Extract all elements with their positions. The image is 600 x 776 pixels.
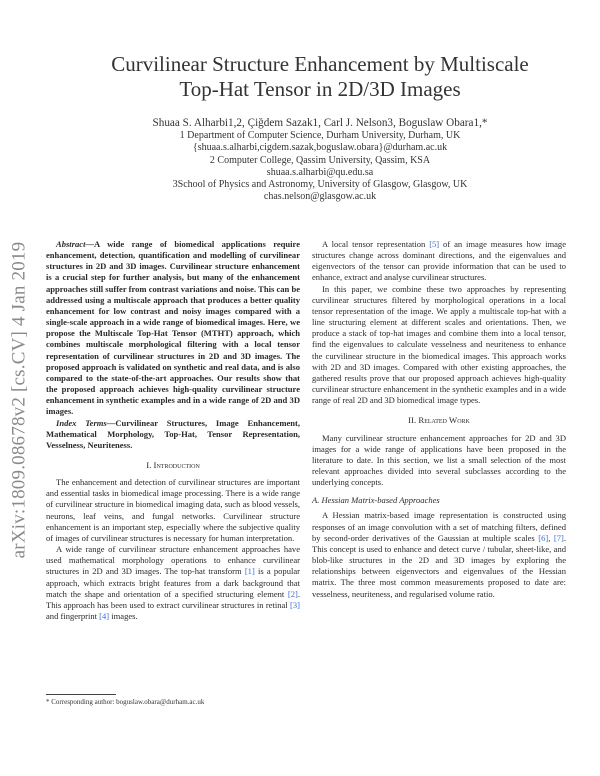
- title-line-2: Top-Hat Tensor in 2D/3D Images: [179, 77, 461, 101]
- hessian-paragraph: [312, 510, 566, 599]
- citation-link-3[interactable]: [3]: [290, 599, 300, 610]
- paper-title: [40, 52, 600, 102]
- footnote-text: * Corresponding author: boguslaw.obara@durham.ac.uk: [46, 698, 205, 706]
- affiliation-1: 1 Department of Computer Science, Durham University, Durham, UK: [179, 130, 461, 142]
- title-line-1: Curvilinear Structure Enhancement by Multiscale: [111, 52, 529, 76]
- tensor-paragraph: [312, 239, 566, 284]
- intro-text-d: and fingerprint: [46, 611, 100, 621]
- intro-text-c: . This approach has been used to extract curvilinear structures in retinal: [46, 588, 300, 610]
- abstract-label: Abstract: [56, 239, 86, 249]
- intro-paragraph-1: The enhancement and detection of curvilinear structures are important and essential tasks in biomedical image processing. There is a wide range of curvilinear structure in biomedical imaging data, such as blood vessels, neurons, leaf veins, and fungal networks. Curvilinear structure enhancement is an important step, especially where the subjective quality of images of curvilinear structures is necessary for human interpretation.: [46, 477, 300, 543]
- email-1: {shuaa.s.alharbi,cigdem.sazak,boguslaw.obara}@durham.ac.uk: [192, 142, 448, 154]
- left-column: [46, 239, 300, 622]
- intro-text-a: A wide range of curvilinear structure enhancement approaches have used mathematical morphology operations to enhance curvilinear structures in 2D and 3D images. The top-hat transform: [46, 544, 300, 577]
- author-names: Shuaa S. Alharbi1,2, Çiğdem Sazak1, Carl J. Nelson3, Boguslaw Obara1,*: [152, 117, 488, 129]
- hessian-text-c: . This concept is used to enhance and detect curve / tubular, sheet-like, and blob-like structures in the 2D and 3D images by exploring the relationships between eigenvectors and eigenvalues of the Hessian matrix. The three most common measurements proposed to date are: vesselness, neuriteness, and regularised volume ratio.: [312, 532, 566, 599]
- footnote: [46, 694, 300, 707]
- citation-link-5[interactable]: [5]: [429, 239, 440, 249]
- affiliation-3: 3School of Physics and Astronomy, University of Glasgow, Glasgow, UK: [172, 179, 468, 191]
- citation-link-1[interactable]: [1]: [244, 566, 255, 577]
- hessian-text-a: A Hessian matrix-based image representation is constructed using responses of an image convolution with a set of matching filters, defined by second-order derivatives of the Gaussian at multiple scales: [312, 510, 566, 543]
- intro-text-e: images.: [109, 611, 138, 621]
- citation-link-2[interactable]: [2]: [287, 588, 298, 599]
- contribution-paragraph: In this paper, we combine these two approaches by representing curvilinear structures filtered by morphological operations in a local tensor representation of the image. We apply a multiscale top-hat with a line structuring element at different scales and orientations. Then, we produce a stack of top-hat images and combine them into a local tensor, find the eigenvalues to calculate vesselness and neuriteness to enhance the curvilinear structure in the biomedical images. This approach works with 2D and 3D images. Compared with other existing approaches, the gathered results prove that our proposed approach achieves high-quality curvilinear structure enhancement in the synthetic examples and in a wide range of real 2D and 3D biomedical image types.: [312, 283, 566, 406]
- citation-link-6[interactable]: [6]: [538, 532, 549, 543]
- hessian-text-b: ,: [548, 532, 554, 543]
- index-terms-text: —Curvilinear Structures, Image Enhancement, Mathematical Morphology, Top-Hat, Tensor Representation, Vesselness, Neuriteness.: [46, 417, 300, 450]
- citation-link-4[interactable]: [4]: [99, 611, 110, 621]
- section-heading-introduction: I. Introduction: [146, 459, 200, 470]
- index-terms-label: Index Terms: [56, 417, 107, 428]
- subsection-heading-hessian: A. Hessian Matrix-based Approaches: [312, 495, 440, 506]
- footnote-rule: [46, 694, 116, 695]
- tensor-text-b: of an image measures how image structures change across dominant directions, and the eigenvalues and eigenvectors of the tensor can provide information that can be used to enhance, extract and analyse curvilinear structures.: [312, 239, 566, 283]
- intro-text-b: is a popular approach, which extracts bright features from a dark background that match the shape and orientation of a specified structuring element: [46, 566, 300, 599]
- related-work-paragraph: Many curvilinear structure enhancement approaches for 2D and 3D images for a wide range of applications have been proposed in the literature to date. In this section, we list a small selection of the most relevant approaches divided into several subclasses according to the underlying concepts.: [312, 432, 566, 488]
- abstract-text: —A wide range of biomedical applications require enhancement, detection, quantification and modelling of curvilinear structures in 2D and 3D images. Curvilinear structure enhancement is a crucial step for further analysis, but many of the enhancement approaches still suffer from contrast variations and noise. This can be addressed using a multiscale approach that produces a better quality enhancement for low contrast and noisy images compared with a single-scale approach in a wide range of biomedical images. Here, we propose the Multiscale Top-Hat Tensor (MTHT) approach, which combines multiscale morphological filtering with a local tensor representation of curvilinear structures in 2D and 3D images. The proposed approach is validated on synthetic and real data, and is also compared to the state-of-the-art approaches. Our results show that the proposed approach achieves high-quality curvilinear structure enhancement in synthetic examples and in a wide range of 2D and 3D images.: [46, 239, 300, 417]
- intro-paragraph-2: [46, 544, 300, 622]
- author-block: [40, 117, 600, 203]
- tensor-text-a: A local tensor representation: [322, 239, 430, 249]
- email-2: shuaa.s.alharbi@qu.edu.sa: [266, 166, 374, 178]
- arxiv-id: arXiv:1809.08678v2 [cs.CV] 4 Jan 2019: [8, 241, 29, 559]
- email-3: chas.nelson@glasgow.ac.uk: [263, 191, 377, 203]
- abstract: [46, 239, 300, 418]
- affiliation-2: 2 Computer College, Qassim University, Qassim, KSA: [209, 154, 431, 166]
- section-heading-related-work: II. Related Work: [408, 415, 470, 426]
- right-column: [312, 239, 566, 600]
- arxiv-watermark: [4, 210, 34, 590]
- citation-link-7[interactable]: [7]: [553, 532, 564, 543]
- index-terms: [46, 418, 300, 451]
